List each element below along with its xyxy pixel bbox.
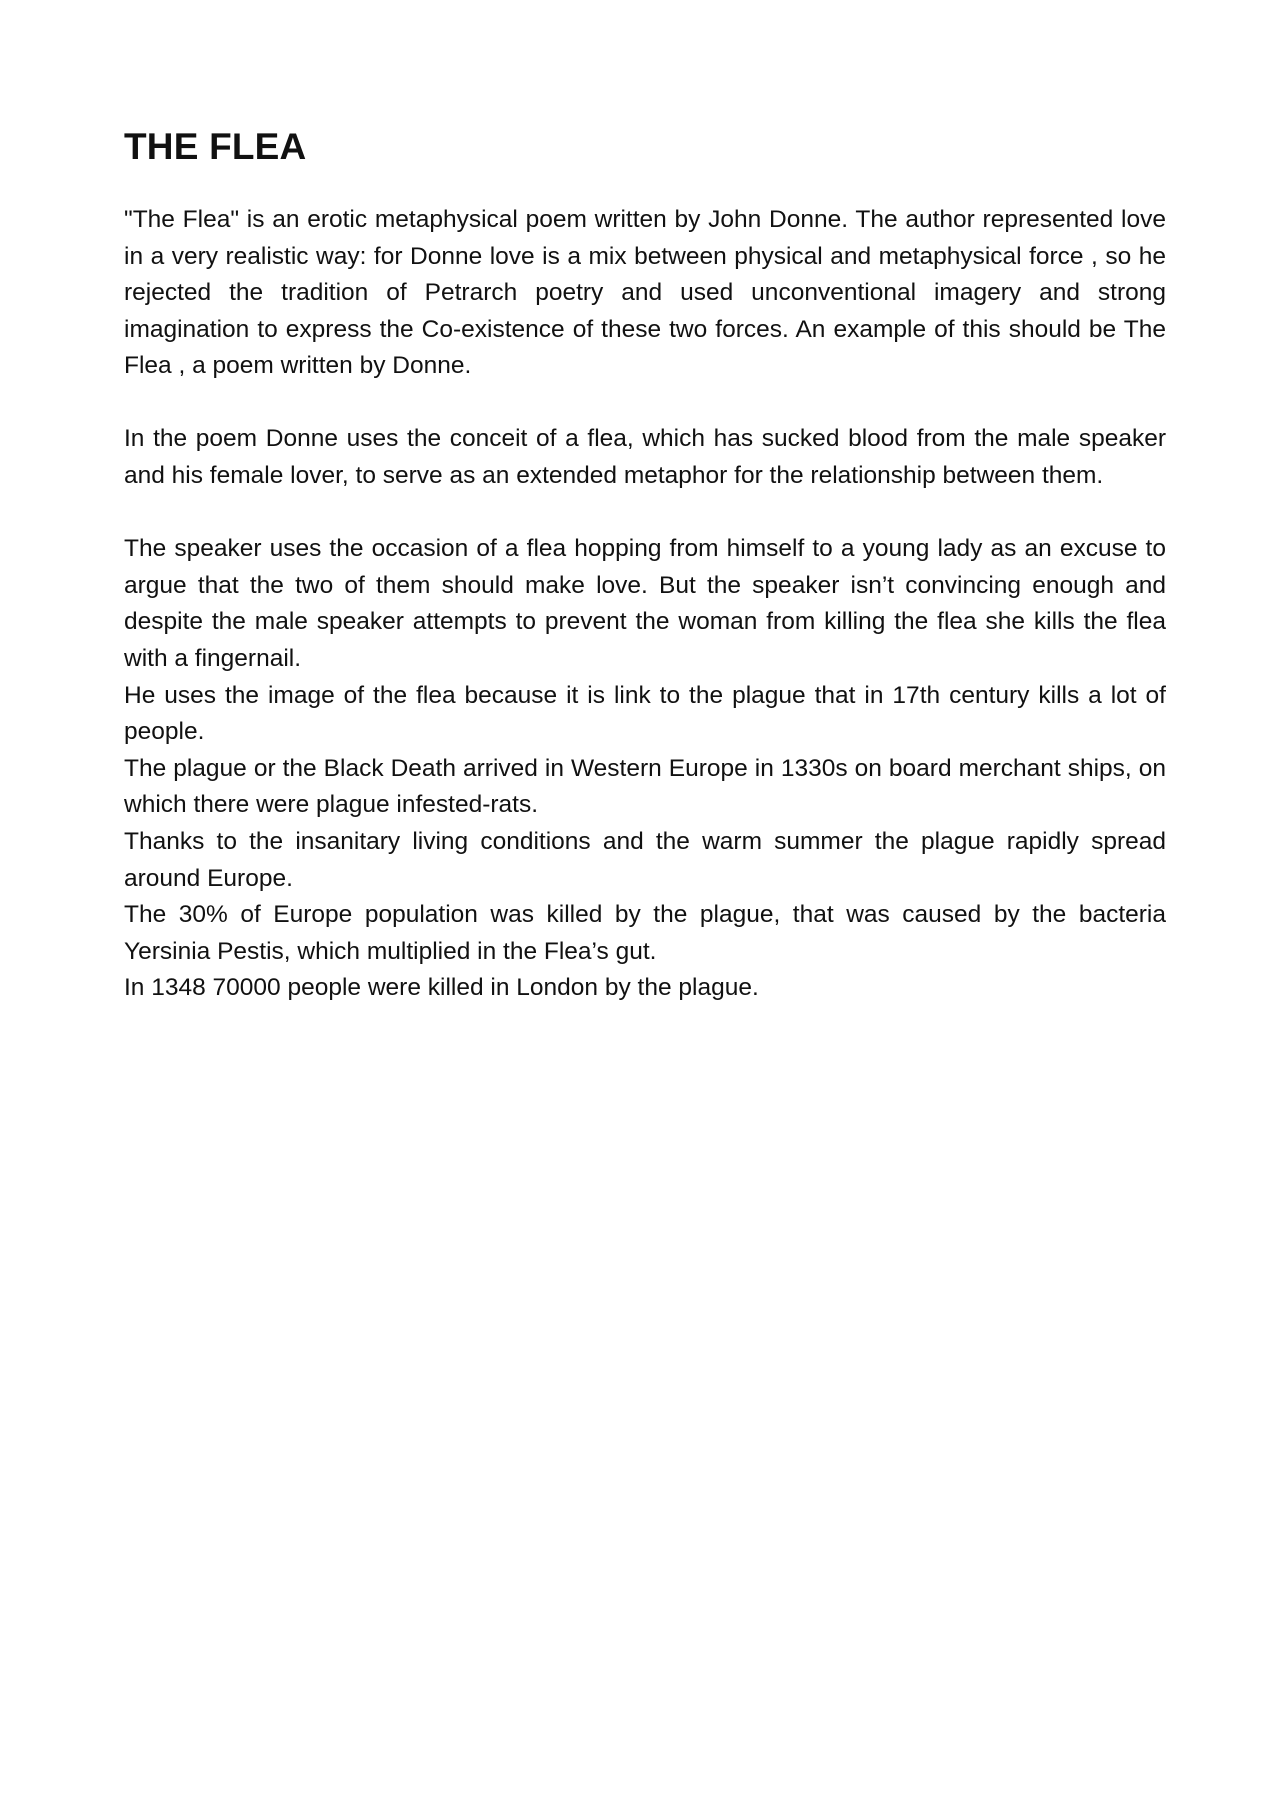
paragraph-conceit: In the poem Donne uses the conceit of a flea, which has sucked blood from the male speaker and his female lover, to serve as an extended metaphor for the relationship between them. <box>124 425 1166 490</box>
paragraph-line-flea-image: He uses the image of the flea because it is link to the plague that in 17th century kills a lot of people. <box>124 681 1166 746</box>
paragraph-line-mortality: The 30% of Europe population was killed by the plague, that was caused by the bacteria Yersinia Pestis, which multiplied in the Flea’s gut. <box>124 901 1166 965</box>
paragraph-line-london: In 1348 70000 people were killed in London by the plague. <box>124 974 759 1002</box>
document-title: THE FLEA <box>124 126 307 167</box>
paragraph-line-speaker-argument: The speaker uses the occasion of a flea hopping from himself to a young lady as an excuse to argue that the two of them should make love. But the speaker isn’t convincing enough and despite the male speaker attempts to prevent the woman from killing the flea she kills the flea with a fingernail. <box>124 535 1166 672</box>
paragraph-line-black-death: The plague or the Black Death arrived in Western Europe in 1330s on board merchant ships, on which there were plague infested-rats. <box>124 754 1166 819</box>
paragraph-line-spread: Thanks to the insanitary living conditions and the warm summer the plague rapidly spread around Europe. <box>124 827 1166 892</box>
paragraph-intro: "The Flea" is an erotic metaphysical poem written by John Donne. The author represented love in a very realistic way: for Donne love is a mix between physical and metaphysical force , so he rejected the tradition of Petrarch poetry and used unconventional imagery and strong imagination to express the Co-existence of these two forces. An example of this should be The Flea , a poem written by Donne. <box>124 206 1166 380</box>
paragraph-plague <box>124 531 1166 1007</box>
document-page <box>124 124 1166 1043</box>
